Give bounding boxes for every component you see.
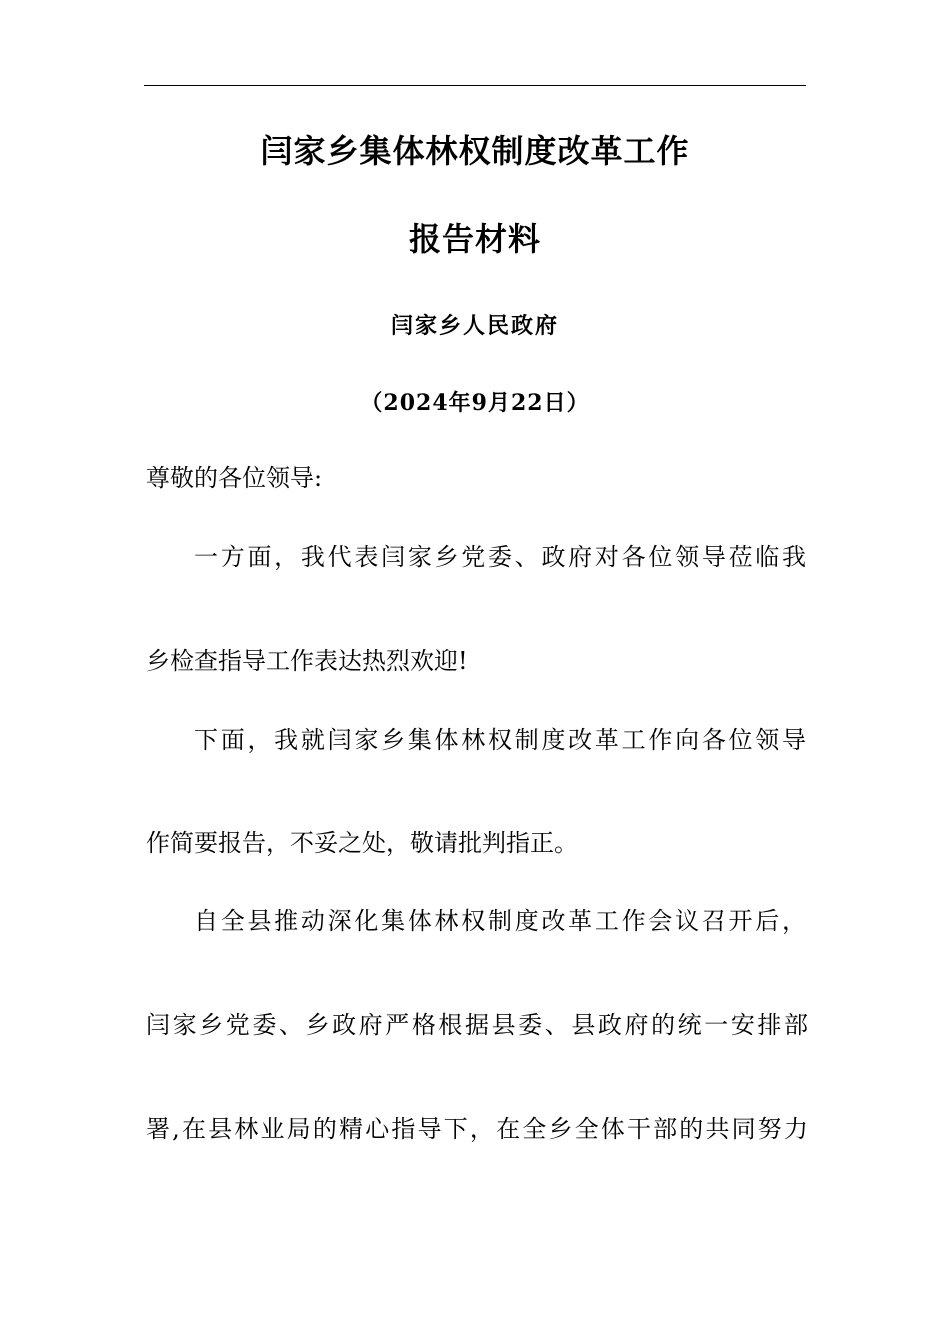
body-line-3: 下面，我就闫家乡集体林权制度改革工作向各位领导 [194, 726, 806, 754]
body-line-2: 乡检查指导工作表达热烈欢迎! [146, 647, 468, 675]
document-title-line-1: 闫家乡集体林权制度改革工作 [260, 132, 690, 170]
issuing-organization: 闫家乡人民政府 [390, 313, 559, 339]
document-title-line-2: 报告材料 [408, 220, 541, 258]
body-line-1: 一方面，我代表闫家乡党委、政府对各位领导莅临我 [194, 543, 806, 571]
body-line-4: 作简要报告，不妥之处，敬请批判指正。 [146, 829, 578, 857]
body-line-7: 署,在县林业局的精心指导下，在全乡全体干部的共同努力 [146, 1115, 808, 1143]
salutation: 尊敬的各位领导: [146, 464, 323, 492]
body-line-6: 闫家乡党委、乡政府严格根据县委、县政府的统一安排部 [146, 1011, 808, 1039]
body-line-5: 自全县推动深化集体林权制度改革工作会议召开后， [194, 907, 806, 935]
header-rule [144, 85, 806, 86]
document-date: （2024年9月22日） [360, 390, 590, 416]
